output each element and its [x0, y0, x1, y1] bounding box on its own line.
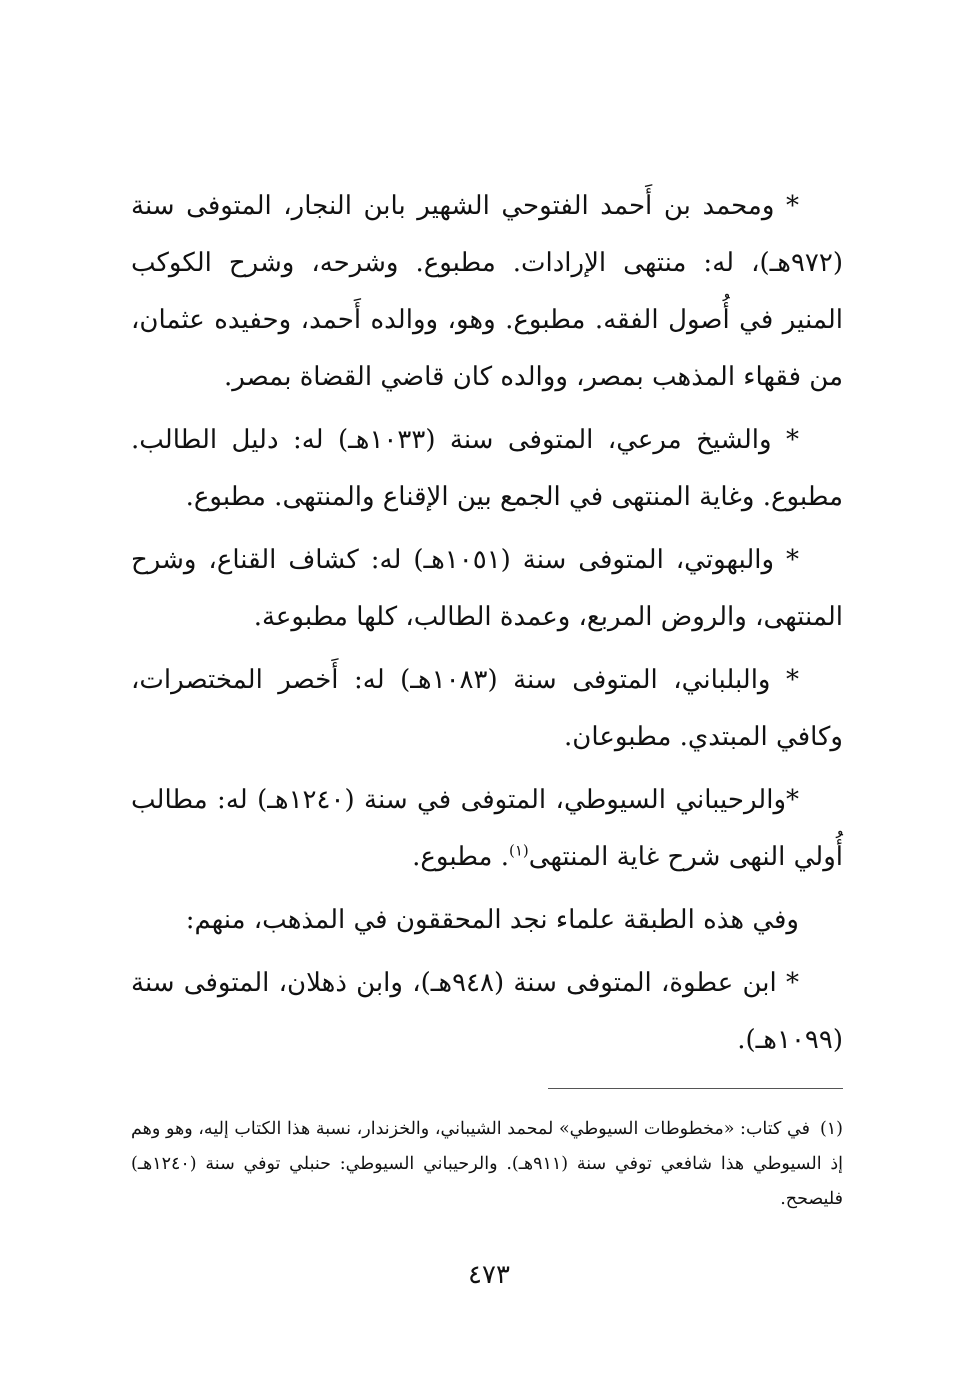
page-number: ٤٧٣ [468, 1260, 510, 1290]
paragraph-buhuti: * والبهوتي، المتوفى سنة (١٠٥١هـ) له: كشاف القناع، وشرح المنتهى، والروض المربع، وعمدة الطالب، كلها مطبوعة. [131, 545, 843, 632]
footnote-number: (١) [819, 1119, 843, 1139]
footnote-separator [548, 1088, 843, 1089]
paragraph-balbani: * والبلباني، المتوفى سنة (١٠٨٣هـ) له: أَخصر المختصرات، وكافي المبتدي. مطبوعان. [131, 665, 843, 752]
footnote-reference: (١) [509, 841, 529, 860]
paragraph-ruhaibani [131, 772, 843, 886]
paragraph-ibn-atwa: * ابن عطوة، المتوفى سنة (٩٤٨هـ)، وابن ذهلان، المتوفى سنة (١٠٩٩هـ). [131, 968, 843, 1055]
footnote-1 [131, 1112, 843, 1217]
footnote-text: في كتاب: «مخطوطات السيوطي» لمحمد الشيباني، والخزندار، نسبة هذا الكتاب إليه، وهو وهم إذ السيوطي هذا شافعي توفي سنة (٩١١هـ). والرحيباني السيوطي: حنبلي توفي سنة (١٢٤٠هـ) فليصحح. [131, 1119, 844, 1209]
paragraph-ibn-najjar: * ومحمد بن أَحمد الفتوحي الشهير بابن النجار، المتوفى سنة (٩٧٢هـ)، له: منتهى الإرادات. مطبوع. وشرحه، وشرح الكوكب المنير في أُصول الفقه. مطبوع. وهو، ووالده أَحمد، وحفيده عثمان، من فقهاء المذهب بمصر، ووالده كان قاضي القضاة بمصر. [131, 191, 843, 392]
footnotes [131, 1112, 843, 1217]
paragraph-ruhaibani-tail: . مطبوع. [412, 842, 509, 872]
paragraph-marii: * والشيخ مرعي، المتوفى سنة (١٠٣٣هـ) له: دليل الطالب. مطبوع. وغاية المنتهى في الجمع بين الإقناع والمنتهى. مطبوع. [131, 425, 843, 512]
main-text [131, 178, 843, 1075]
paragraph-ruhaibani-text: *والرحيباني السيوطي، المتوفى في سنة (١٢٤٠هـ) له: مطالب أُولي النهى شرح غاية المنتهى [131, 785, 843, 872]
paragraph-najd-scholars: وفي هذه الطبقة علماء نجد المحققون في المذهب، منهم: [185, 905, 799, 935]
